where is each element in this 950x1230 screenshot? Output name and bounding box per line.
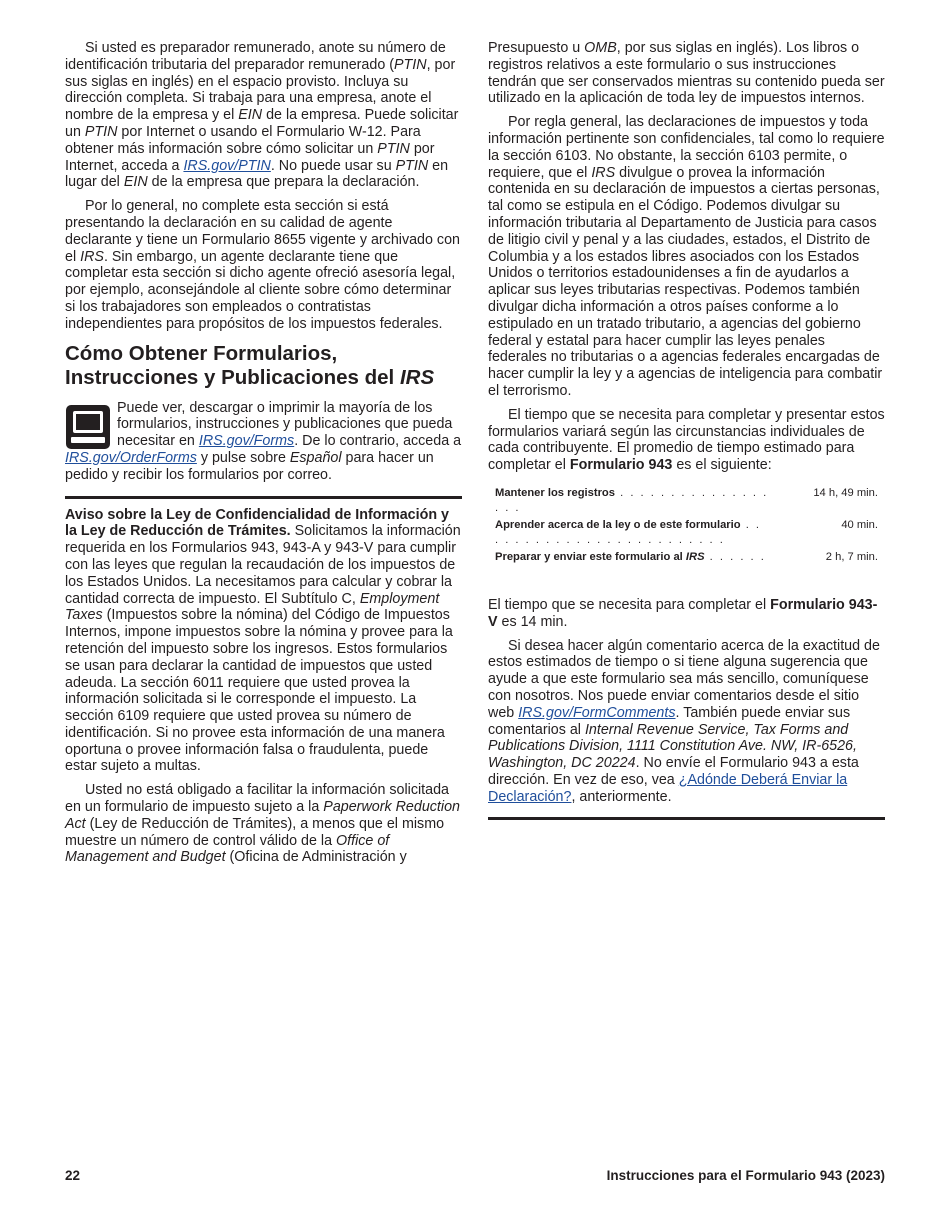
order-forms-link[interactable]: IRS.gov/OrderForms bbox=[65, 449, 197, 466]
paperwork-act-paragraph: Usted no está obligado a facilitar la información solicitada en un formulario de impuesto sujeto a la Paperwork Reduction Act (Ley de Reducción de Trámites), a menos que el mismo muestre un número de control válido de la Office of Management and Budget (Oficina de Administración y bbox=[65, 782, 460, 866]
ptin-link[interactable]: IRS.gov/PTIN bbox=[183, 157, 271, 174]
paid-preparer-paragraph: Si usted es preparador remunerado, anote su número de identificación tributaria del preparador remunerado (PTIN, por sus siglas en inglés) en el espacio provisto. Incluya su dirección completa. Si trabaja para una empresa, anote el nombre de la empresa y el EIN de la empresa. Puede solicitar un PTIN por Internet o usando el Formulario W-12. Para obtener más información sobre cómo solicitar un PTIN por Internet, acceda a IRS.gov/PTIN. No puede usar su PTIN en lugar del EIN de la empresa que prepara la declaración. bbox=[65, 40, 459, 191]
left-column bbox=[65, 40, 462, 873]
end-divider bbox=[488, 817, 885, 820]
omb-paragraph: Presupuesto u OMB, por sus siglas en inglés). Los libros o registros relativos a este formulario o sus instrucciones tendrán que ser conservados mientras su contenido pueda ser utilizado en la aplicación de toda ley de impuestos internos. bbox=[488, 40, 885, 107]
table-row: Mantener los registros . . . . . . . . . . . . . . . . . . 14 h, 49 min. bbox=[495, 486, 878, 514]
forms-info-block: Puede ver, descargar o imprimir la mayoría de los formularios, instrucciones y publicaciones que pueda necesitar en IRS.gov/Forms. De lo contrario, acceda a IRS.gov/OrderForms y pulse sobre Español para hacer un pedido y recibir los formularios por correo. bbox=[65, 399, 462, 483]
where-to-file-link[interactable]: ¿Adónde Deberá Enviar la Declaración? bbox=[488, 771, 848, 805]
computer-icon bbox=[65, 404, 111, 450]
right-column bbox=[488, 40, 885, 820]
form-943v-time-paragraph: El tiempo que se necesita para completar el Formulario 943-V es 14 min. bbox=[488, 596, 878, 630]
table-row: Aprender acerca de la ley o de este formulario . . . . . . . . . . . . . . . . . . . . . . . . . 40 min. bbox=[495, 518, 878, 546]
section-heading-forms: Cómo Obtener Formularios, Instrucciones y Publicaciones del IRS bbox=[65, 341, 435, 389]
irs-forms-link[interactable]: IRS.gov/Forms bbox=[198, 433, 295, 450]
privacy-notice-paragraph: Aviso sobre la Ley de Confidencialidad de Información y la Ley de Reducción de Trámites. Solicitamos la información requerida en los Formularios 943, 943-A y 943-V para cumplir con las leyes que regulan la recaudación de los impuestos de los Estados Unidos. La necesitamos para calcular y cobrar la cantidad correcta de impuesto. El Subtítulo C, Employment Taxes (Impuestos sobre la nómina) del Código de Impuestos Internos, impone impuestos sobre la nómina y provee para la retención del impuesto sobre los ingresos. Estos formularios se usan para declarar la cantidad de impuestos que usted adeuda. La sección 6011 requiere que usted provea la información solicitada si le corresponde el impuesto. La sección 6109 requiere que usted provea su número de identificación. Si no provee esta información de una manera oportuna o provee información falsa o fraudulenta, puede estar sujeto a multas. bbox=[65, 506, 461, 775]
form-comments-link[interactable]: IRS.gov/FormComments bbox=[518, 704, 676, 721]
section-divider bbox=[65, 496, 462, 499]
comments-paragraph: Si desea hacer algún comentario acerca de la exactitud de estos estimados de tiempo o si tiene alguna sugerencia que ayude a que este formulario sea más sencillo, comuníquese con nosotros. Nos puede enviar comentarios desde el sitio web IRS.gov/FormComments. También puede enviar sus comentarios al Internal Revenue Service, Tax Forms and Publications Division, 1111 Constitution Ave. NW, IR-6526, Washington, DC 20224. No envíe el Formulario 943 a esta dirección. En vez de eso, vea ¿Adónde Deberá Enviar la Declaración?, anteriormente. bbox=[488, 637, 880, 805]
table-row: Preparar y enviar este formulario al IRS . . . . . . 2 h, 7 min. bbox=[495, 550, 878, 563]
footer-title: Instrucciones para el Formulario 943 (2023) bbox=[606, 1168, 885, 1183]
time-estimate-table bbox=[488, 486, 885, 567]
confidentiality-paragraph: Por regla general, las declaraciones de impuestos y toda información pertinente son confidenciales, tal como lo requiere la sección 6103. No obstante, la sección 6103 permite, o requiere, que el IRS divulgue o provea la información contenida en su declaración de impuestos a ciertas personas, tal como se estipula en el Código. Podemos divulgar su información tributaria al Departamento de Justicia para casos de litigio civil y penal y a las ciudades, estados, el Distrito de Columbia y a los estados libres asociados con los Estados Unidos o territorios estadounidenses a fin de ayudarlos a aplicar sus leyes tributarias respectivas. Podemos también divulgar dicha información a otros países conforme a lo estipulado en un tratado tributario, a agencias del gobierno federal y estatal para hacer cumplir las leyes penales federales no tributarias o a agencias federales encargadas de hacer cumplir la ley y a agencias de inteligencia para combatir el terrorismo. bbox=[488, 114, 885, 399]
reporting-agent-paragraph: Por lo general, no complete esta sección si está presentando la declaración en su calidad de agente declarante y tiene un Formulario 8655 vigente y archivado con el IRS. Sin embargo, un agente declarante tiene que completar esta sección si dicho agente ofreció asesoría legal, por ejemplo, aconsejándole al cliente sobre cómo determinar si los trabajadores son empleados o contratistas independientes para propósitos de los impuestos federales. bbox=[65, 198, 460, 332]
time-estimate-paragraph: El tiempo que se necesita para completar y presentar estos formularios variará según las circunstancias individuales de cada contribuyente. El promedio de tiempo estimado para completar el Formulario 943 es el siguiente: bbox=[488, 406, 885, 474]
page-number: 22 bbox=[65, 1168, 81, 1183]
